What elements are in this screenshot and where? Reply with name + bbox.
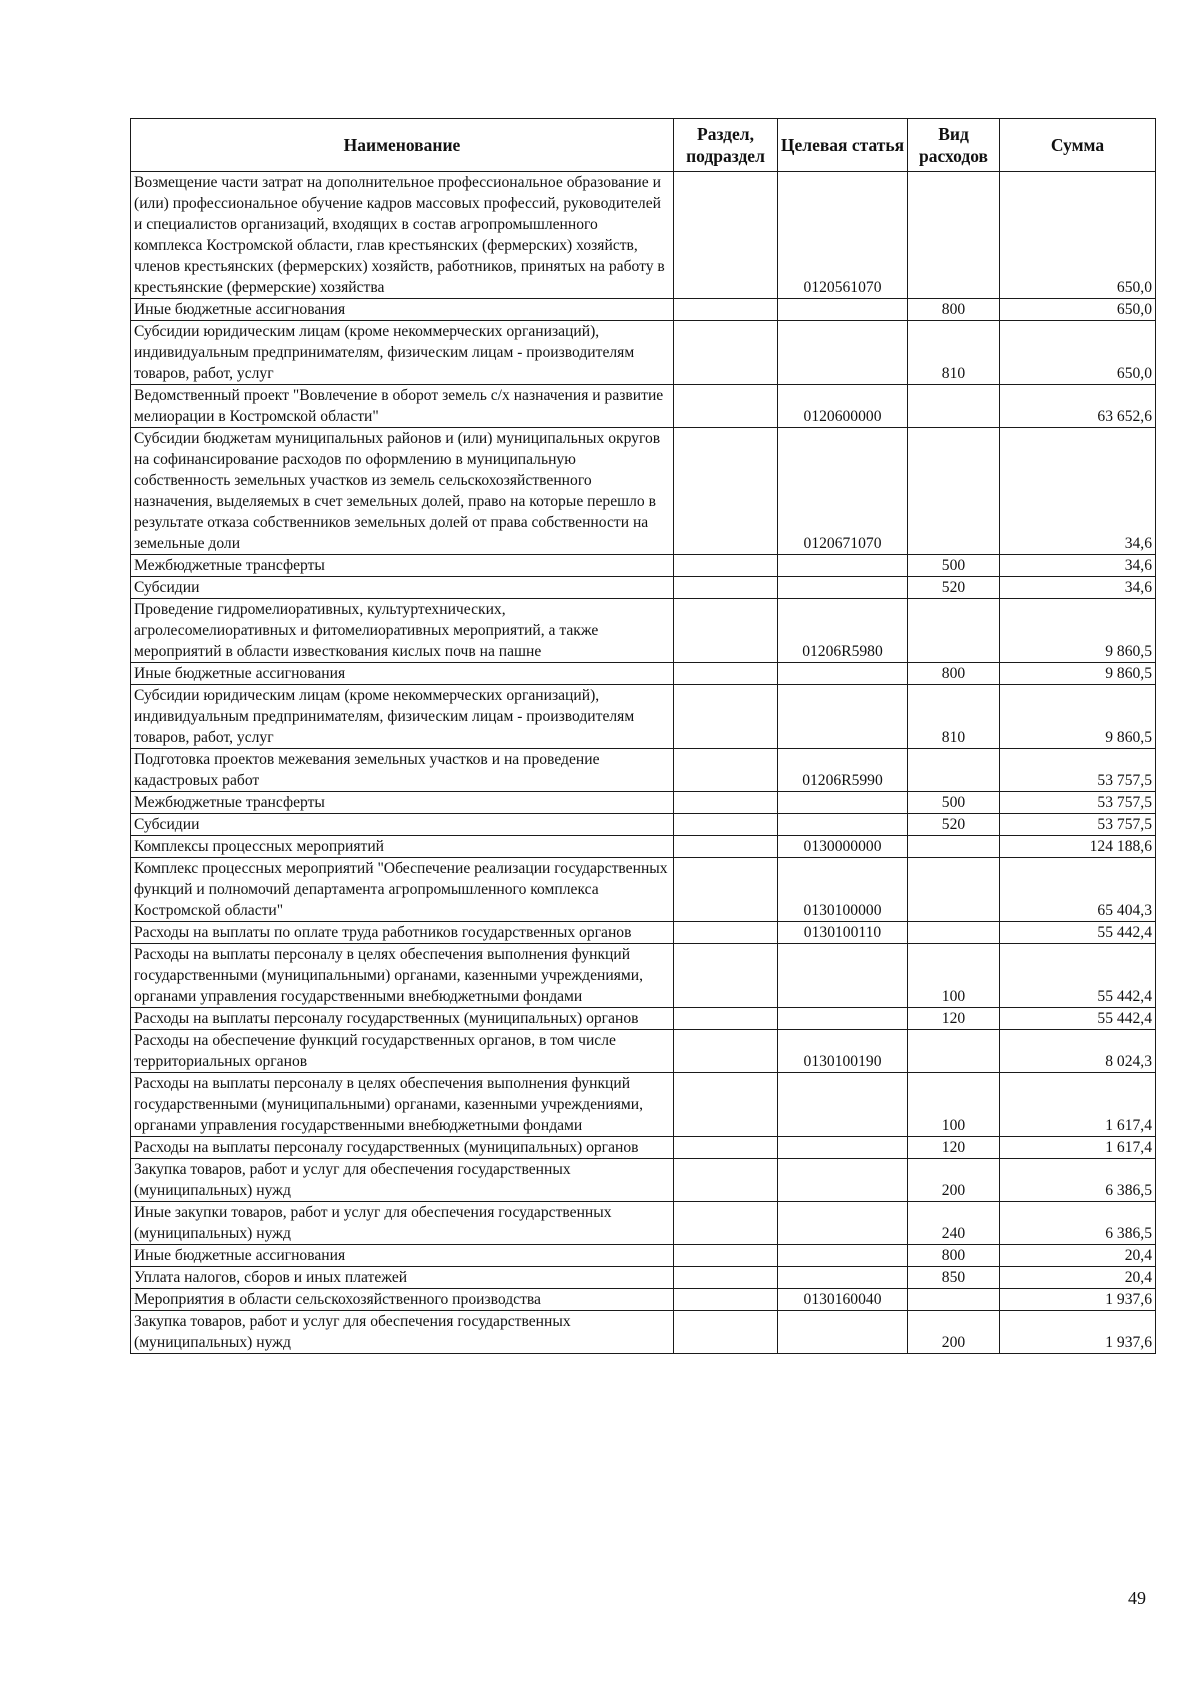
cell-target: 0120600000 (778, 385, 908, 428)
cell-target (778, 1137, 908, 1159)
cell-kind (908, 1030, 1000, 1073)
cell-name: Межбюджетные трансферты (131, 792, 674, 814)
cell-sum: 650,0 (1000, 321, 1156, 385)
cell-name: Субсидии (131, 577, 674, 599)
cell-kind (908, 172, 1000, 299)
cell-section (674, 922, 778, 944)
cell-kind (908, 385, 1000, 428)
table-row (131, 1289, 1156, 1311)
cell-sum: 1 617,4 (1000, 1073, 1156, 1137)
cell-target (778, 321, 908, 385)
table-row (131, 836, 1156, 858)
cell-sum: 9 860,5 (1000, 663, 1156, 685)
cell-sum: 53 757,5 (1000, 749, 1156, 792)
cell-kind: 800 (908, 1245, 1000, 1267)
cell-section (674, 663, 778, 685)
cell-kind: 800 (908, 299, 1000, 321)
cell-name: Уплата налогов, сборов и иных платежей (131, 1267, 674, 1289)
cell-section (674, 1311, 778, 1354)
cell-section (674, 792, 778, 814)
cell-sum: 55 442,4 (1000, 1008, 1156, 1030)
cell-section (674, 749, 778, 792)
cell-section (674, 577, 778, 599)
cell-sum: 9 860,5 (1000, 685, 1156, 749)
cell-target: 0130100000 (778, 858, 908, 922)
cell-sum: 34,6 (1000, 428, 1156, 555)
table-row (131, 749, 1156, 792)
header-target: Целевая статья (778, 119, 908, 172)
cell-kind: 500 (908, 792, 1000, 814)
cell-kind: 200 (908, 1159, 1000, 1202)
header-kind: Вид расходов (908, 119, 1000, 172)
cell-kind: 200 (908, 1311, 1000, 1354)
cell-target (778, 944, 908, 1008)
table-row (131, 1137, 1156, 1159)
cell-sum: 34,6 (1000, 555, 1156, 577)
cell-sum: 6 386,5 (1000, 1159, 1156, 1202)
cell-name: Субсидии (131, 814, 674, 836)
table-row (131, 321, 1156, 385)
cell-name: Расходы на выплаты по оплате труда работников государственных органов (131, 922, 674, 944)
table-row (131, 685, 1156, 749)
cell-target (778, 577, 908, 599)
cell-name: Расходы на обеспечение функций государственных органов, в том числе территориальных органов (131, 1030, 674, 1073)
cell-name: Подготовка проектов межевания земельных участков и на проведение кадастровых работ (131, 749, 674, 792)
table-row (131, 663, 1156, 685)
cell-kind: 120 (908, 1137, 1000, 1159)
cell-name: Межбюджетные трансферты (131, 555, 674, 577)
cell-kind (908, 922, 1000, 944)
cell-name: Закупка товаров, работ и услуг для обеспечения государственных (муниципальных) нужд (131, 1311, 674, 1354)
cell-sum: 55 442,4 (1000, 922, 1156, 944)
cell-target: 0130100190 (778, 1030, 908, 1073)
cell-target (778, 1202, 908, 1245)
cell-name: Ведомственный проект "Вовлечение в оборот земель с/х назначения и развитие мелиорации в Костромской области" (131, 385, 674, 428)
cell-section (674, 1008, 778, 1030)
cell-name: Субсидии бюджетам муниципальных районов и (или) муниципальных округов на софинансирование расходов по оформлению в муниципальную собственность земельных участков из земель сельскохозяйственного назначения, выделяемых в счет земельных долей, право на которые перешло в результате отказа собственников земельных долей от права собственности на земельные доли (131, 428, 674, 555)
cell-sum: 1 617,4 (1000, 1137, 1156, 1159)
table-row (131, 922, 1156, 944)
cell-target: 01206R5990 (778, 749, 908, 792)
cell-section (674, 172, 778, 299)
cell-kind (908, 858, 1000, 922)
cell-sum: 34,6 (1000, 577, 1156, 599)
cell-section (674, 1289, 778, 1311)
cell-section (674, 858, 778, 922)
cell-section (674, 1137, 778, 1159)
cell-kind: 850 (908, 1267, 1000, 1289)
cell-section (674, 685, 778, 749)
cell-target (778, 1245, 908, 1267)
table-row (131, 172, 1156, 299)
cell-kind: 500 (908, 555, 1000, 577)
cell-target (778, 814, 908, 836)
table-row (131, 858, 1156, 922)
cell-sum: 65 404,3 (1000, 858, 1156, 922)
cell-kind: 100 (908, 1073, 1000, 1137)
cell-kind: 810 (908, 321, 1000, 385)
cell-section (674, 836, 778, 858)
cell-target: 01206R5980 (778, 599, 908, 663)
cell-name: Мероприятия в области сельскохозяйственного производства (131, 1289, 674, 1311)
cell-target: 0130160040 (778, 1289, 908, 1311)
cell-kind (908, 599, 1000, 663)
cell-kind: 520 (908, 577, 1000, 599)
table-row (131, 577, 1156, 599)
cell-section (674, 321, 778, 385)
cell-section (674, 1159, 778, 1202)
cell-kind: 810 (908, 685, 1000, 749)
cell-name: Расходы на выплаты персоналу государственных (муниципальных) органов (131, 1008, 674, 1030)
cell-name: Расходы на выплаты персоналу в целях обеспечения выполнения функций государственными (муниципальными) органами, казенными учреждениями, органами управления государственными внебюджетными фондами (131, 1073, 674, 1137)
cell-sum: 650,0 (1000, 172, 1156, 299)
table-row (131, 1311, 1156, 1354)
cell-target (778, 792, 908, 814)
cell-section (674, 1030, 778, 1073)
cell-name: Расходы на выплаты персоналу государственных (муниципальных) органов (131, 1137, 674, 1159)
cell-target (778, 1008, 908, 1030)
cell-name: Иные бюджетные ассигнования (131, 299, 674, 321)
cell-section (674, 814, 778, 836)
cell-target (778, 299, 908, 321)
cell-kind (908, 836, 1000, 858)
table-row (131, 792, 1156, 814)
cell-sum: 55 442,4 (1000, 944, 1156, 1008)
cell-target (778, 555, 908, 577)
cell-kind (908, 428, 1000, 555)
cell-name: Расходы на выплаты персоналу в целях обеспечения выполнения функций государственными (муниципальными) органами, казенными учреждениями, органами управления государственными внебюджетными фондами (131, 944, 674, 1008)
cell-section (674, 1267, 778, 1289)
cell-section (674, 944, 778, 1008)
budget-table (130, 118, 1156, 1354)
cell-kind (908, 749, 1000, 792)
table-row (131, 555, 1156, 577)
cell-target (778, 1267, 908, 1289)
cell-name: Субсидии юридическим лицам (кроме некоммерческих организаций), индивидуальным предпринимателям, физическим лицам - производителям товаров, работ, услуг (131, 321, 674, 385)
cell-sum: 1 937,6 (1000, 1289, 1156, 1311)
table-body (131, 172, 1156, 1354)
cell-name: Комплекс процессных мероприятий "Обеспечение реализации государственных функций и полномочий департамента агропромышленного комплекса Костромской области" (131, 858, 674, 922)
cell-name: Субсидии юридическим лицам (кроме некоммерческих организаций), индивидуальным предпринимателям, физическим лицам - производителям товаров, работ, услуг (131, 685, 674, 749)
table-row (131, 385, 1156, 428)
table-row (131, 1267, 1156, 1289)
cell-target (778, 1073, 908, 1137)
cell-section (674, 385, 778, 428)
table-row (131, 428, 1156, 555)
cell-sum: 63 652,6 (1000, 385, 1156, 428)
cell-target (778, 685, 908, 749)
cell-name: Иные бюджетные ассигнования (131, 663, 674, 685)
cell-kind: 100 (908, 944, 1000, 1008)
header-sum: Сумма (1000, 119, 1156, 172)
cell-section (674, 1245, 778, 1267)
table-row (131, 599, 1156, 663)
cell-name: Закупка товаров, работ и услуг для обеспечения государственных (муниципальных) нужд (131, 1159, 674, 1202)
cell-sum: 124 188,6 (1000, 836, 1156, 858)
cell-name: Иные закупки товаров, работ и услуг для обеспечения государственных (муниципальных) нужд (131, 1202, 674, 1245)
table-row (131, 1159, 1156, 1202)
cell-kind: 120 (908, 1008, 1000, 1030)
table-row (131, 1030, 1156, 1073)
cell-sum: 20,4 (1000, 1267, 1156, 1289)
table-row (131, 299, 1156, 321)
cell-section (674, 428, 778, 555)
cell-sum: 20,4 (1000, 1245, 1156, 1267)
cell-name: Проведение гидромелиоративных, культуртехнических, агролесомелиоративных и фитомелиоративных мероприятий, а также мероприятий в области известкования кислых почв на пашне (131, 599, 674, 663)
table-row (131, 1008, 1156, 1030)
cell-section (674, 1073, 778, 1137)
cell-section (674, 555, 778, 577)
cell-name: Комплексы процессных мероприятий (131, 836, 674, 858)
cell-section (674, 1202, 778, 1245)
table-row (131, 1073, 1156, 1137)
cell-sum: 53 757,5 (1000, 792, 1156, 814)
cell-section (674, 299, 778, 321)
header-section: Раздел, подраздел (674, 119, 778, 172)
cell-sum: 650,0 (1000, 299, 1156, 321)
cell-kind: 520 (908, 814, 1000, 836)
cell-name: Иные бюджетные ассигнования (131, 1245, 674, 1267)
cell-target: 0120561070 (778, 172, 908, 299)
table-row (131, 1245, 1156, 1267)
table-row (131, 1202, 1156, 1245)
table-row (131, 944, 1156, 1008)
cell-target: 0130100110 (778, 922, 908, 944)
cell-sum: 8 024,3 (1000, 1030, 1156, 1073)
cell-target: 0130000000 (778, 836, 908, 858)
header-name: Наименование (131, 119, 674, 172)
cell-kind: 240 (908, 1202, 1000, 1245)
cell-target (778, 663, 908, 685)
cell-target (778, 1311, 908, 1354)
cell-kind: 800 (908, 663, 1000, 685)
cell-target (778, 1159, 908, 1202)
table-row (131, 814, 1156, 836)
cell-sum: 9 860,5 (1000, 599, 1156, 663)
cell-sum: 6 386,5 (1000, 1202, 1156, 1245)
cell-sum: 1 937,6 (1000, 1311, 1156, 1354)
cell-name: Возмещение части затрат на дополнительное профессиональное образование и (или) профессиональное обучение кадров массовых профессий, руководителей и специалистов организаций, входящих в состав агропромышленного комплекса Костромской области, глав крестьянских (фермерских) хозяйств, членов крестьянских (фермерских) хозяйств, работников, принятых на работу в крестьянские (фермерские) хозяйства (131, 172, 674, 299)
cell-section (674, 599, 778, 663)
cell-kind (908, 1289, 1000, 1311)
cell-target: 0120671070 (778, 428, 908, 555)
table-header-row (131, 119, 1156, 172)
page-number: 49 (1128, 1588, 1146, 1608)
cell-sum: 53 757,5 (1000, 814, 1156, 836)
